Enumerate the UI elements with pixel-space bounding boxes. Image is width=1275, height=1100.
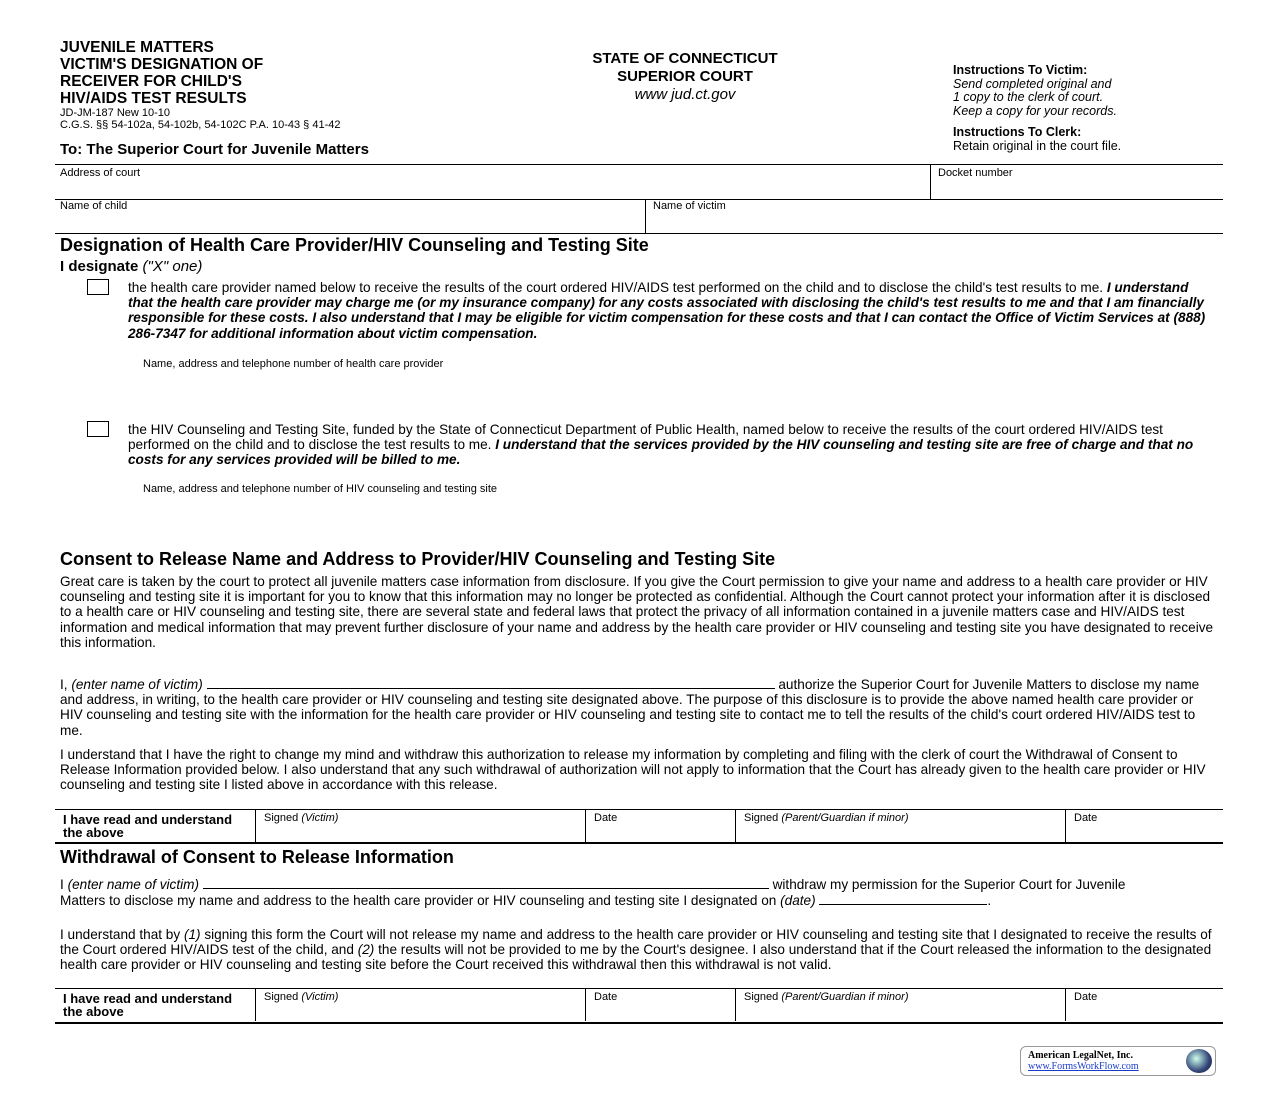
divider: [645, 199, 646, 233]
victim-label: (Victim): [301, 991, 339, 1003]
addressee: To: The Superior Court for Juvenile Matters: [60, 141, 369, 158]
withdrawal-paragraph-1: I (enter name of victim) withdraw my permission for the Superior Court for Juvenile Matters to disclose my name and address to the health care provider or HIV counseling and testing site I designated on (date) .: [60, 877, 1126, 909]
instr-victim-title: Instructions To Victim:: [953, 63, 1088, 77]
globe-icon: [1186, 1049, 1212, 1073]
american-legalnet-logo: [1020, 1046, 1216, 1076]
designation-heading: Designation of Health Care Provider/HIV Counseling and Testing Site: [60, 235, 649, 255]
parent-date-field[interactable]: Date: [1065, 810, 1223, 842]
signed-label: Signed: [744, 991, 779, 1003]
instr-clerk: Retain original in the court file.: [953, 138, 1122, 153]
name-of-child-field[interactable]: Name of child: [60, 200, 128, 212]
divider: [55, 199, 1223, 200]
option2-bold: I understand that the services provided by the HIV counseling and testing site are free of charge and that no costs for any services provided will be billed to me.: [128, 437, 1194, 468]
option1-bold: I understand that the health care provider may charge me (or my insurance company) for any costs associated with disclosing the child's test results to me and that I am financially responsible for these costs. I also understand that I may be eligible for victim compensation for these costs and that I can contact the Office of Victim Services at (888) 286-7347 for additional information about victim compensation.: [128, 280, 1206, 341]
health-care-provider-field[interactable]: Name, address and telephone number of health care provider: [143, 358, 444, 370]
logo-company: American LegalNet, Inc.: [1028, 1050, 1133, 1061]
p2-rest: authorize the Superior Court for Juvenile Matters to disclose my name and address, in writing, to the health care provider or HIV counseling and testing site designated above. The purpose of this disclosure is to provide the above named health care provider or HIV counseling and testing site with the information for the health care provider or HIV counseling and testing site to contact me to tell the results of the child's court ordered HIV/AIDS test to me.: [60, 677, 1200, 738]
withdrawal-signature-row: [55, 989, 1223, 1021]
designate-instruction: [60, 258, 202, 275]
w1-rest: withdraw my permission for the Superior Court for Juvenile Matters to disclose my name and address to the health care provider or HIV counseling and testing site I designated on: [60, 877, 1126, 909]
withdrawal-heading: Withdrawal of Consent to Release Information: [60, 847, 454, 867]
divider: [55, 164, 1223, 165]
divider: [930, 164, 931, 199]
x-one-note: ("X" one): [142, 258, 203, 275]
state-name: STATE OF CONNECTICUT: [592, 50, 778, 67]
w2-n2: (2): [357, 942, 375, 958]
p2-italic: (enter name of victim): [71, 677, 203, 692]
instructions: [953, 64, 1121, 153]
withdraw-victim-name-blank[interactable]: [203, 876, 769, 889]
read-understand-label: I have read and understand the above: [63, 991, 233, 1019]
parent-label: (Parent/Guardian if minor): [781, 812, 909, 824]
consent-heading: Consent to Release Name and Address to Provider/HIV Counseling and Testing Site: [60, 549, 776, 569]
victim-label: (Victim): [301, 812, 339, 824]
court-header: [480, 50, 890, 104]
address-of-court-field[interactable]: Address of court: [60, 167, 141, 179]
court-name: SUPERIOR COURT: [617, 68, 753, 85]
w2-c: the results will not be provided to me by the Court's designee. I also understand that if the Court released the information to the designated health care provider or HIV counseling and testing site before the Court received this withdrawal then this withdrawal is not valid.: [60, 942, 1212, 973]
read-understand-label: I have read and understand the above: [63, 812, 233, 840]
consent-paragraph-1: Great care is taken by the court to protect all juvenile matters case information from disclosure. If you give the Court permission to give your name and address to a health care provider or HIV counseling and testing site it is important for you to know that this information may no longer be protected as confidential. Although the Court cannot protect your information after it is disclosed to a health care or HIV counseling and testing site, there are several state and federal laws that protect the privacy of all information contained in a juvenile matters case and HIV/AIDS test information and medical information that may prevent further disclosure of your name and address by the health care provider or HIV counseling and testing site you have designated to receive this information.: [60, 574, 1214, 650]
w1-start: I: [60, 877, 68, 892]
instr-clerk-title: Instructions To Clerk:: [953, 125, 1082, 139]
option2-text: [128, 422, 1208, 468]
hiv-testing-site-field[interactable]: Name, address and telephone number of HIV counseling and testing site: [143, 483, 498, 495]
health-care-provider-checkbox[interactable]: [87, 279, 109, 295]
p2-start: I,: [60, 677, 72, 692]
parent-label: (Parent/Guardian if minor): [781, 991, 909, 1003]
signed-label: Signed: [744, 812, 779, 824]
instr-line: Keep a copy for your records.: [953, 103, 1117, 118]
instr-line: Send completed original and: [953, 76, 1112, 91]
victim-name-blank[interactable]: [207, 676, 775, 689]
w2-b: signing this form the Court will not release my name and address to the health care provider or HIV counseling and testing site that I designated to receive the results of the Court ordered HIV/AIDS test of the child, and: [60, 927, 1212, 958]
w2-n1: (1): [183, 927, 201, 942]
hiv-testing-site-checkbox[interactable]: [87, 421, 109, 437]
consent-signature-row: [55, 810, 1223, 842]
signed-label: Signed: [264, 991, 299, 1003]
statutes: C.G.S. §§ 54-102a, 54-102b, 54-102C P.A. 10-43 § 41-42: [60, 119, 341, 131]
option1-plain: the health care provider named below to receive the results of the court ordered HIV/AIDS test performed on the child and to disclose the child's test results to me.: [128, 280, 1107, 295]
withdraw-date-blank[interactable]: [819, 892, 987, 905]
name-of-victim-field[interactable]: Name of victim: [653, 200, 726, 212]
w1-italic: (enter name of victim): [67, 877, 200, 892]
parent-signature-field[interactable]: [735, 810, 1065, 842]
title-line: VICTIM'S DESIGNATION OF: [60, 56, 264, 73]
option1-text: [128, 280, 1208, 341]
instr-line: 1 copy to the clerk of court.: [953, 90, 1104, 104]
title-line: HIV/AIDS TEST RESULTS: [60, 90, 247, 107]
title-line: RECEIVER FOR CHILD'S: [60, 73, 242, 90]
w1-date-label: (date): [780, 893, 816, 909]
parent-date-field[interactable]: Date: [1065, 989, 1223, 1021]
consent-paragraph-2: [60, 676, 1215, 738]
option2-plain: the HIV Counseling and Testing Site, funded by the State of Connecticut Department of Public Health, named below to receive the results of the court ordered HIV/AIDS test performed on the child and to disclose the test results to me.: [128, 422, 1163, 453]
website: www jud.ct.gov: [634, 86, 736, 103]
divider: [55, 842, 1223, 844]
title-line: JUVENILE MATTERS: [60, 39, 214, 56]
victim-signature-field[interactable]: [255, 989, 585, 1021]
designate-label: I designate: [60, 258, 139, 275]
w2-a: I understand that by: [60, 927, 184, 942]
victim-date-field[interactable]: Date: [585, 989, 735, 1021]
parent-signature-field[interactable]: [735, 989, 1065, 1021]
form-number: JD-JM-187 New 10-10: [60, 107, 171, 119]
signed-label: Signed: [264, 812, 299, 824]
form-title: [60, 39, 341, 131]
divider: [55, 233, 1223, 234]
withdrawal-paragraph-2: [60, 927, 1215, 973]
victim-signature-field[interactable]: [255, 810, 585, 842]
docket-number-field[interactable]: Docket number: [938, 167, 1013, 179]
victim-date-field[interactable]: Date: [585, 810, 735, 842]
divider: [55, 1022, 1223, 1024]
consent-paragraph-3: I understand that I have the right to change my mind and withdraw this authorization to release my information by completing and filing with the clerk of court the Withdrawal of Consent to Release Information provided below. I also understand that any such withdrawal of authorization will not apply to information that the Court has already given to the health care provider or HIV counseling and testing site I listed above in accordance with this release.: [60, 747, 1206, 793]
logo-url-link[interactable]: www.FormsWorkFlow.com: [1028, 1061, 1139, 1072]
